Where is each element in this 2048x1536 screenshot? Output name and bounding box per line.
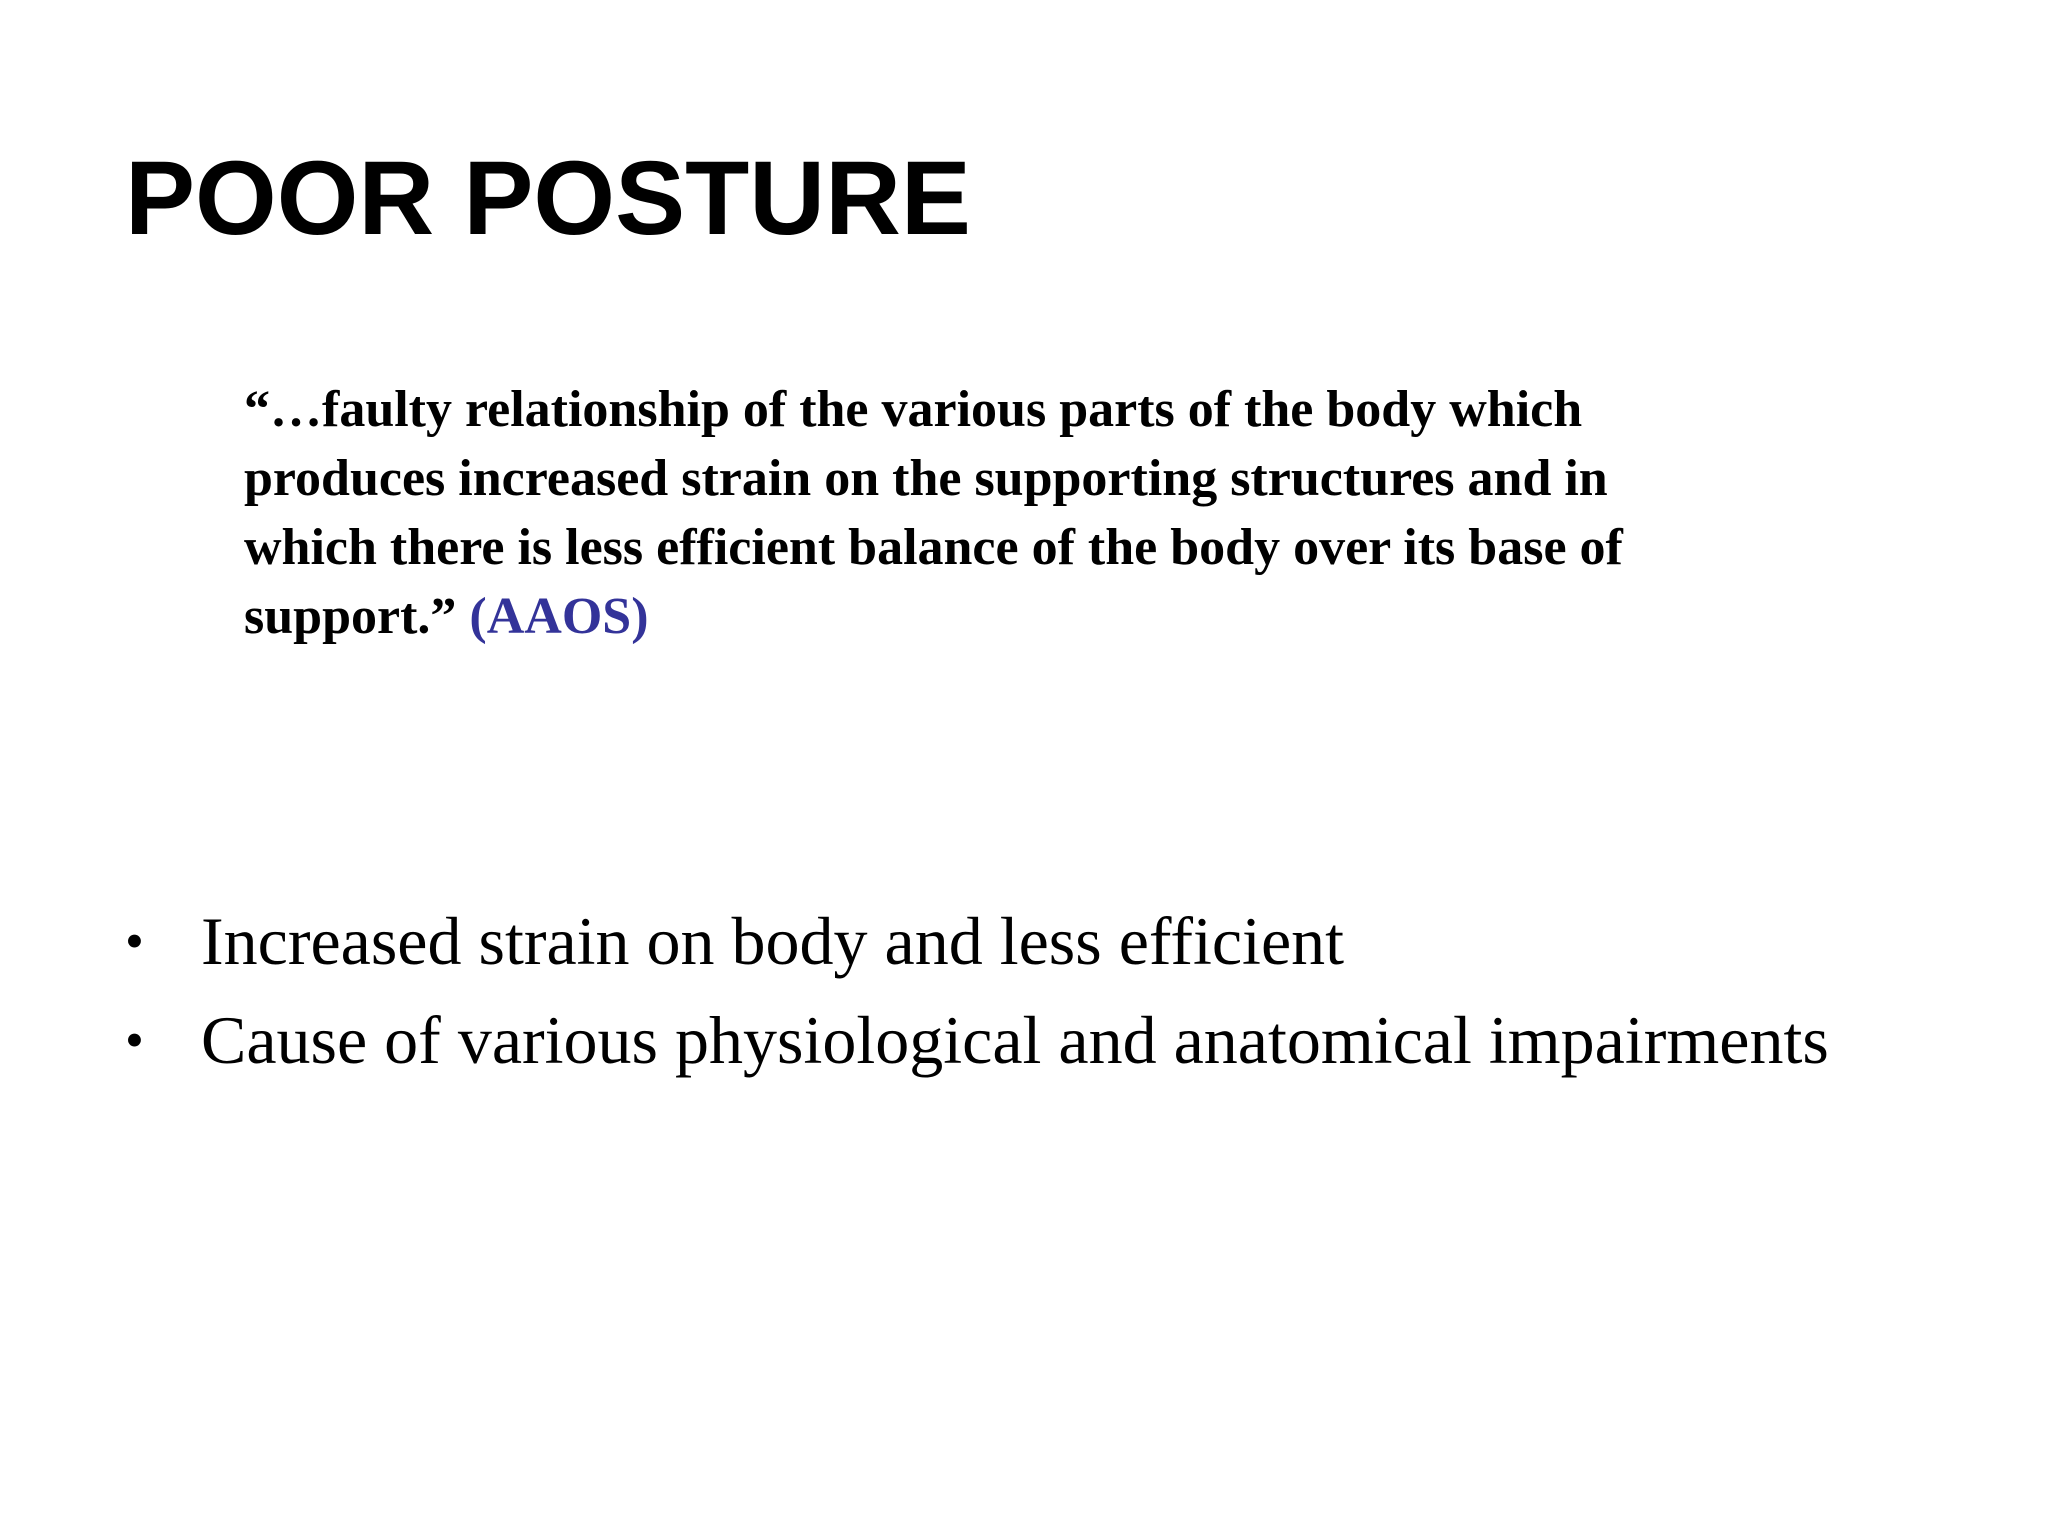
quote-line: which there is less efficient balance of the body over its base of: [244, 519, 1623, 576]
bullet-icon: •: [125, 911, 144, 971]
quote-last-line: [244, 582, 1884, 651]
bullet-text: Increased strain on body and less efficient: [201, 903, 1345, 979]
quote-citation: (AAOS): [469, 588, 649, 645]
quote-line: produces increased strain on the supporting structures and in: [244, 450, 1608, 507]
slide-title: POOR POSTURE: [125, 140, 971, 257]
bullet-text: Cause of various physiological and anatomical impairments: [201, 1002, 1829, 1078]
definition-quote: [244, 375, 1884, 651]
bullet-icon: •: [125, 1010, 144, 1070]
quote-line: “…faulty relationship of the various parts of the body which: [244, 381, 1583, 438]
quote-line-text: support.”: [244, 588, 457, 645]
